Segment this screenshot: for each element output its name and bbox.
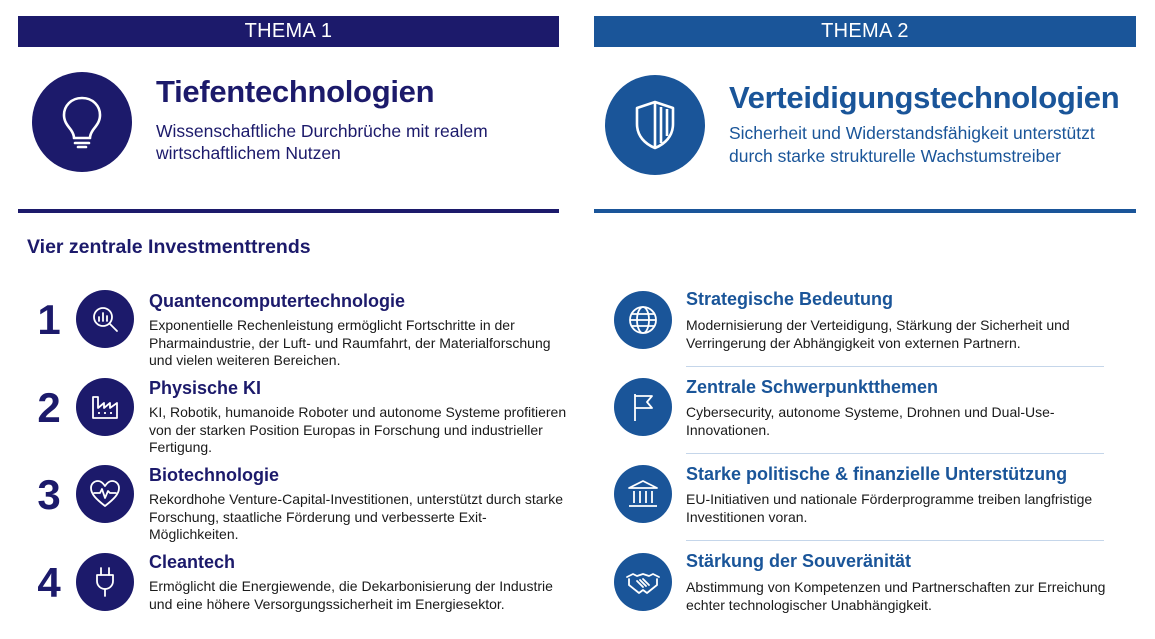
defense-item-description: Abstimmung von Kompetenzen und Partnerschaften zur Erreichung echter technologischer Unabhängigkeit.	[686, 579, 1106, 613]
trend-description: Ermöglicht die Energiewende, die Dekarbonisierung der Industrie und eine höhere Versorgungssicherheit im Energiesektor.	[149, 578, 553, 612]
trend-description: KI, Robotik, humanoide Roboter und autonome Systeme profitieren von der starken Position Europas in Forschung und industrieller Fertigung.	[149, 404, 567, 455]
trend-number: 1	[37, 296, 61, 343]
trend-title: Quantencomputertechnologie	[149, 291, 406, 311]
defense-item-description: Modernisierung der Verteidigung, Stärkung der Sicherheit und Verringerung der Abhängigkeit von externen Partnern.	[686, 317, 1070, 351]
theme2-headline: Verteidigungstechnologien	[729, 80, 1120, 115]
theme1-banner: THEMA 1	[18, 16, 559, 47]
trend-title: Cleantech	[149, 552, 236, 572]
trend-description: Rekordhohe Venture-Capital-Investitionen, unterstützt durch starke Forschung, staatliche Förderung und verbesserte Exit-Möglichkeiten.	[149, 491, 564, 542]
lightbulb-icon	[32, 72, 132, 172]
trend-title: Biotechnologie	[149, 465, 279, 485]
flag-icon	[614, 378, 672, 436]
institution-icon	[614, 465, 672, 523]
theme2-divider	[594, 209, 1136, 213]
defense-item-title: Stärkung der Souveränität	[686, 551, 912, 571]
defense-item-description: EU-Initiativen und nationale Förderprogramme treiben langfristige Investitionen voran.	[686, 491, 1093, 525]
theme2-subtitle: Sicherheit und Widerstandsfähigkeit unterstützt durch starke strukturelle Wachstumstreiber	[729, 123, 1095, 166]
globe-icon	[614, 291, 672, 349]
chart-magnifier-icon	[76, 290, 134, 348]
section-title: Vier zentrale Investmenttrends	[27, 236, 311, 258]
trend-title: Physische KI	[149, 378, 262, 398]
item-separator	[686, 366, 1104, 367]
theme2-banner: THEMA 2	[594, 16, 1136, 47]
defense-item-title: Strategische Bedeutung	[686, 289, 894, 309]
trend-number: 2	[37, 384, 61, 431]
handshake-icon	[614, 553, 672, 611]
trend-description: Exponentielle Rechenleistung ermöglicht Fortschritte in der Pharmaindustrie, der Luft- und Raumfahrt, der Materialforschung und vielen weiteren Bereichen.	[149, 317, 551, 368]
plug-icon	[76, 553, 134, 611]
theme1-headline: Tiefentechnologien	[156, 74, 435, 109]
defense-item-title: Zentrale Schwerpunktthemen	[686, 377, 939, 397]
shield-icon	[605, 75, 705, 175]
item-separator	[686, 453, 1104, 454]
defense-item-title: Starke politische & finanzielle Unterstützung	[686, 464, 1068, 484]
item-separator	[686, 540, 1104, 541]
theme1-subtitle: Wissenschaftliche Durchbrüche mit realem wirtschaftlichem Nutzen	[156, 121, 488, 163]
trend-number: 4	[37, 559, 61, 606]
factory-icon	[76, 378, 134, 436]
theme1-divider	[18, 209, 559, 213]
heart-pulse-icon	[76, 465, 134, 523]
trend-number: 3	[37, 471, 61, 518]
defense-item-description: Cybersecurity, autonome Systeme, Drohnen und Dual-Use-Innovationen.	[686, 404, 1055, 438]
